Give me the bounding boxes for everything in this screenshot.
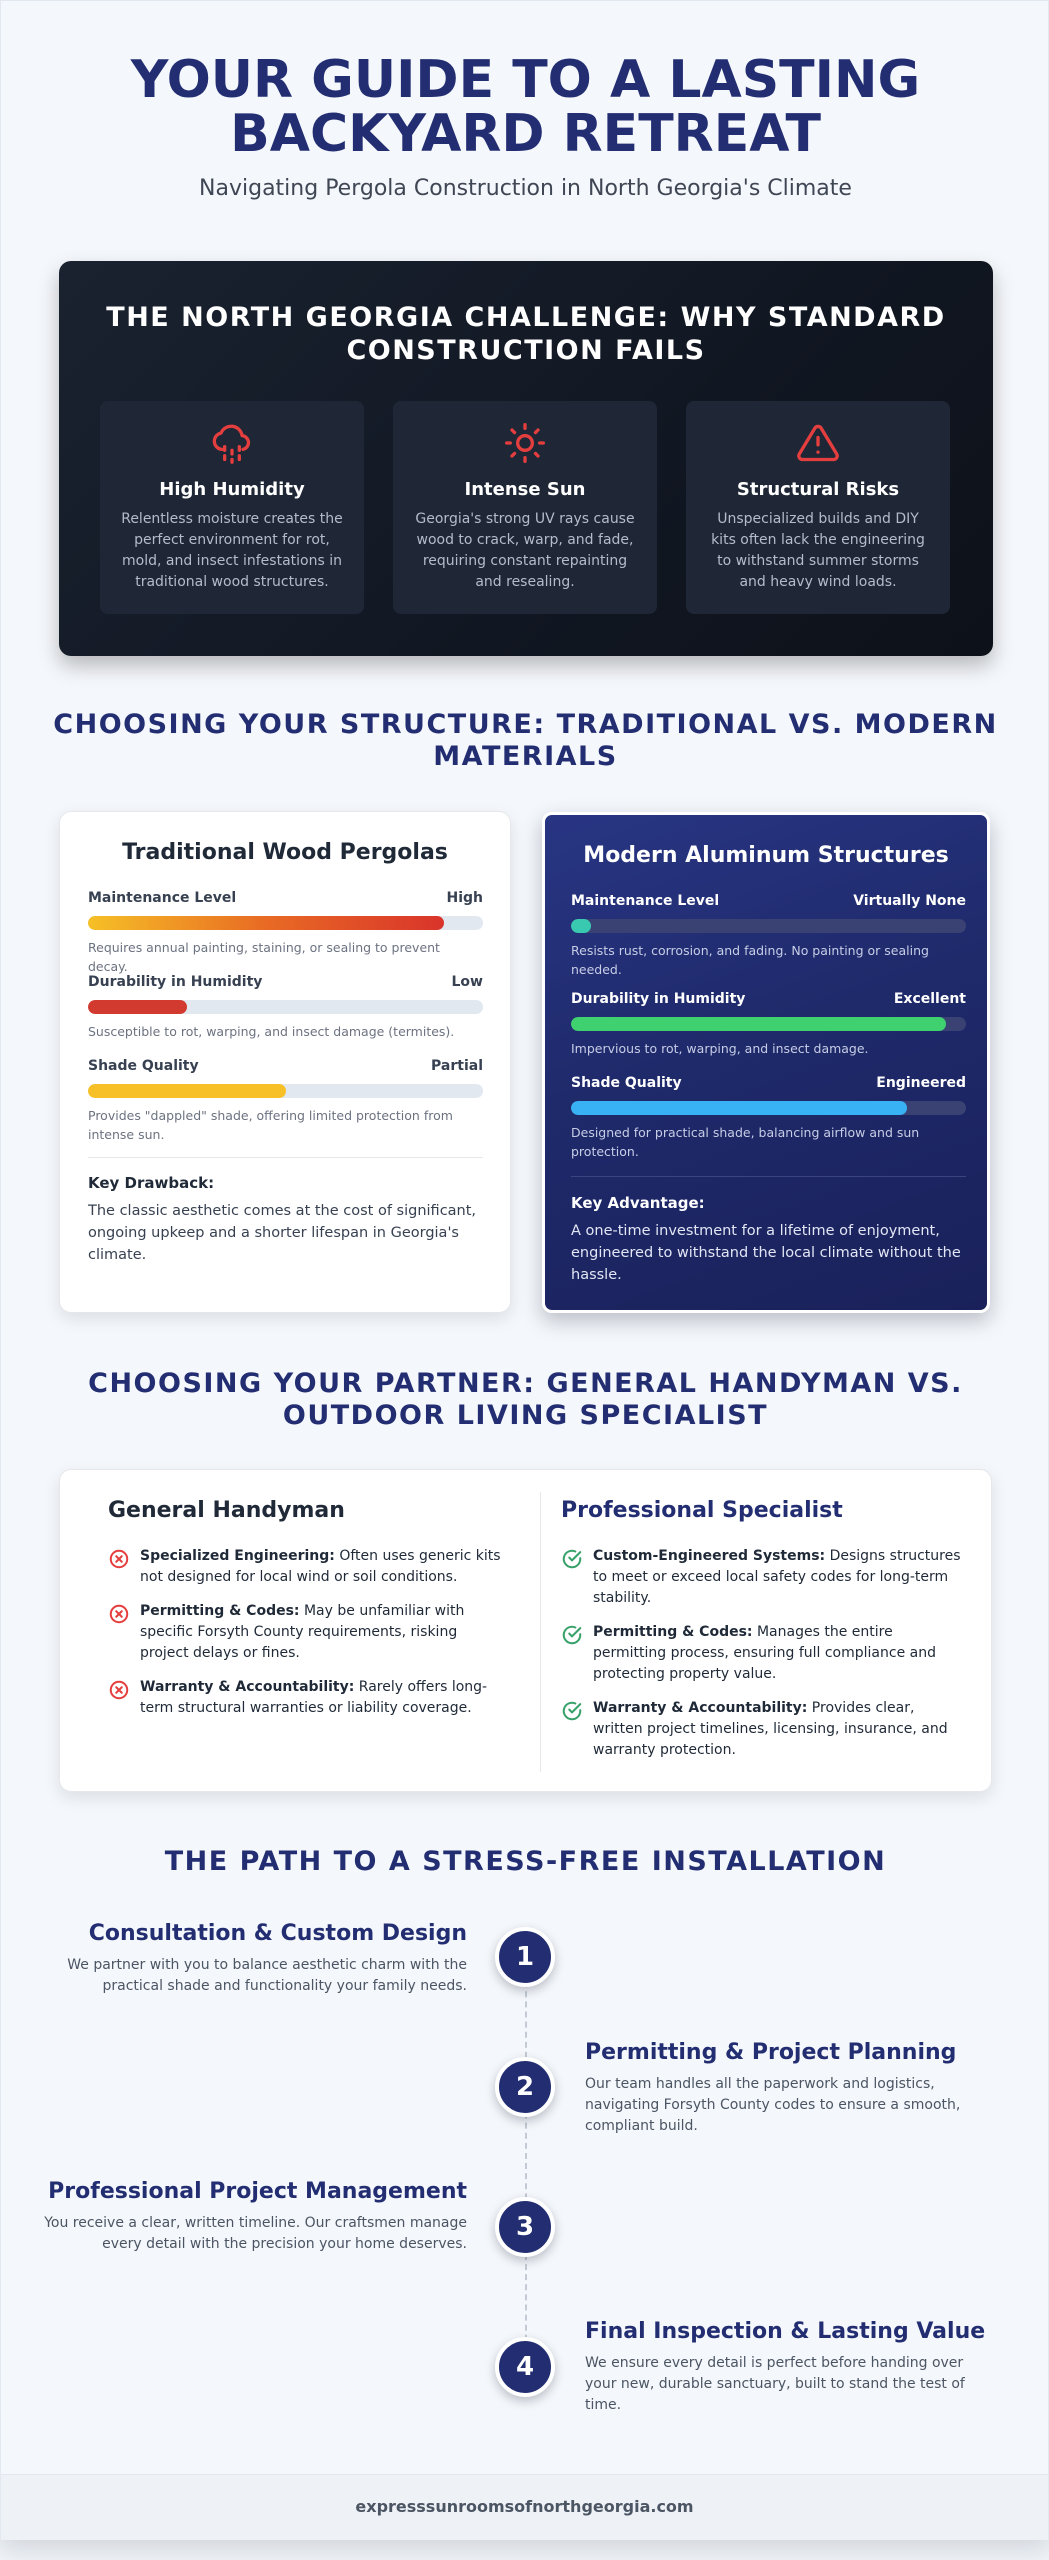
- aluminum-structure-card: [542, 812, 990, 1313]
- metric-bar-fill: [571, 1101, 907, 1115]
- check-circle-icon: [561, 1700, 583, 1722]
- metric-description: Resists rust, corrosion, and fading. No painting or sealing needed.: [571, 943, 929, 977]
- challenge-panel: [59, 261, 993, 656]
- metric-bar-fill: [571, 1017, 946, 1031]
- step-number-1: 1: [495, 1927, 555, 1987]
- card-divider: [571, 1176, 966, 1177]
- metric-value: Virtually None: [853, 893, 966, 909]
- warning-icon: [686, 421, 950, 465]
- challenge-card-title: Structural Risks: [736, 479, 900, 500]
- page-subtitle: Navigating Pergola Construction in North Georgia's Climate: [199, 176, 852, 201]
- step-number-3: 3: [495, 2197, 555, 2257]
- aluminum-metric-shade: [571, 1075, 966, 1161]
- card-divider: [88, 1157, 483, 1158]
- challenge-card-structural: [686, 401, 950, 614]
- item-bold: Warranty & Accountability:: [140, 1679, 355, 1695]
- metric-bar-fill: [571, 919, 591, 933]
- cloud-rain-icon: [100, 421, 364, 465]
- metric-description: Impervious to rot, warping, and insect damage.: [571, 1041, 869, 1056]
- metric-bar: [571, 919, 966, 933]
- partner-heading-line-1: CHOOSING YOUR PARTNER: GENERAL HANDYMAN VS.: [88, 1368, 963, 1399]
- handyman-item-text: [140, 1546, 510, 1588]
- aluminum-metric-maintenance: [571, 893, 966, 979]
- wood-metric-maintenance: [88, 890, 483, 976]
- metric-bar-fill: [88, 1000, 187, 1014]
- step-3-text: You receive a clear, written timeline. Our craftsmen manage every detail with the precision your home deserves.: [44, 2215, 467, 2252]
- metric-bar: [88, 1084, 483, 1098]
- challenge-card-text: Unspecialized builds and DIY kits often lack the engineering to withstand summer storms and heavy wind loads.: [711, 511, 925, 590]
- x-circle-icon: [108, 1603, 130, 1625]
- x-circle-icon: [108, 1548, 130, 1570]
- wood-pergola-card: [59, 811, 511, 1313]
- sun-icon: [393, 421, 657, 465]
- wood-metric-durability: [88, 974, 483, 1041]
- aluminum-card-title: Modern Aluminum Structures: [583, 843, 949, 868]
- key-advantage-label: Key Advantage:: [571, 1194, 705, 1212]
- key-drawback-text: The classic aesthetic comes at the cost of significant, ongoing upkeep and a shorter lifespan in Georgia's climate.: [88, 1203, 477, 1263]
- item-text: Rarely offers long-term structural warranties or liability coverage.: [140, 1679, 488, 1716]
- challenge-title-line-2: CONSTRUCTION FAILS: [346, 335, 706, 366]
- item-text: Often uses generic kits not designed for local wind or soil conditions.: [140, 1548, 501, 1585]
- metric-label: Maintenance Level: [88, 890, 237, 906]
- metric-label: Shade Quality: [571, 1075, 682, 1091]
- footer: [1, 2474, 1048, 2540]
- metric-bar: [88, 1000, 483, 1014]
- step-1-title: Consultation & Custom Design: [88, 1921, 467, 1946]
- wood-metric-shade: [88, 1058, 483, 1144]
- page-title: [1, 50, 1049, 164]
- specialist-item-text: [593, 1622, 963, 1685]
- challenge-card-title: High Humidity: [159, 479, 305, 500]
- specialist-title: Professional Specialist: [561, 1498, 843, 1523]
- handyman-title: General Handyman: [108, 1498, 345, 1523]
- metric-bar: [571, 1017, 966, 1031]
- partner-heading-line-2: OUTDOOR LIVING SPECIALIST: [282, 1400, 769, 1431]
- metric-value: Engineered: [876, 1075, 966, 1091]
- step-1-text: We partner with you to balance aesthetic charm with the practical shade and functionality your family needs.: [67, 1957, 467, 1994]
- metric-description: Susceptible to rot, warping, and insect damage (termites).: [88, 1024, 455, 1039]
- metric-label: Maintenance Level: [571, 893, 720, 909]
- item-bold: Warranty & Accountability:: [593, 1700, 808, 1716]
- structure-heading-line-1: CHOOSING YOUR STRUCTURE: TRADITIONAL VS. MODERN: [53, 709, 998, 740]
- column-divider: [540, 1492, 541, 1772]
- partner-heading: [1, 1368, 1049, 1432]
- path-heading: THE PATH TO A STRESS-FREE INSTALLATION: [164, 1846, 887, 1877]
- metric-label: Durability in Humidity: [571, 991, 746, 1007]
- item-text: Manages the entire permitting process, ensuring full compliance and protecting property value.: [593, 1624, 936, 1682]
- step-4-text: We ensure every detail is perfect before handing over your new, durable sanctuary, built to stand the test of time.: [585, 2355, 965, 2413]
- metric-bar: [88, 916, 483, 930]
- structure-heading: [1, 709, 1049, 773]
- challenge-card-sun: [393, 401, 657, 614]
- item-bold: Custom-Engineered Systems:: [593, 1548, 826, 1564]
- metric-value: Partial: [431, 1058, 483, 1074]
- check-circle-icon: [561, 1548, 583, 1570]
- challenge-card-text: Georgia's strong UV rays cause wood to crack, warp, and fade, requiring constant repainting and resealing.: [415, 511, 635, 590]
- metric-description: Designed for practical shade, balancing airflow and sun protection.: [571, 1125, 920, 1159]
- metric-bar: [571, 1101, 966, 1115]
- key-advantage-text: A one-time investment for a lifetime of enjoyment, engineered to withstand the local climate without the hassle.: [571, 1223, 961, 1283]
- item-text: Designs structures to meet or exceed local safety codes for long-term stability.: [593, 1548, 961, 1606]
- timeline-line: [525, 1961, 527, 2361]
- metric-description: Provides "dappled" shade, offering limited protection from intense sun.: [88, 1108, 453, 1142]
- step-2-title: Permitting & Project Planning: [585, 2040, 957, 2065]
- page-title-line-2: BACKYARD RETREAT: [230, 104, 821, 164]
- step-2-text: Our team handles all the paperwork and logistics, navigating Forsyth County codes to ensure a smooth, compliant build.: [585, 2076, 961, 2134]
- metric-description: Requires annual painting, staining, or sealing to prevent decay.: [88, 940, 440, 974]
- metric-label: Shade Quality: [88, 1058, 199, 1074]
- wood-card-title: Traditional Wood Pergolas: [122, 840, 448, 865]
- challenge-card-text: Relentless moisture creates the perfect environment for rot, mold, and insect infestations in traditional wood structures.: [121, 511, 343, 590]
- item-bold: Specialized Engineering:: [140, 1548, 335, 1564]
- challenge-title-line-1: THE NORTH GEORGIA CHALLENGE: WHY STANDARD: [106, 302, 946, 333]
- step-number-4: 4: [495, 2337, 555, 2397]
- step-4-title: Final Inspection & Lasting Value: [585, 2319, 986, 2344]
- key-drawback-label: Key Drawback:: [88, 1174, 215, 1192]
- metric-bar-fill: [88, 1084, 286, 1098]
- check-circle-icon: [561, 1624, 583, 1646]
- x-circle-icon: [108, 1679, 130, 1701]
- specialist-item-text: [593, 1546, 963, 1609]
- metric-label: Durability in Humidity: [88, 974, 263, 990]
- item-bold: Permitting & Codes:: [593, 1624, 753, 1640]
- challenge-card-humidity: [100, 401, 364, 614]
- handyman-item-text: [140, 1677, 510, 1719]
- challenge-title: [59, 301, 993, 367]
- metric-value: Low: [451, 974, 483, 990]
- specialist-item-text: [593, 1698, 963, 1761]
- structure-heading-line-2: MATERIALS: [433, 741, 618, 772]
- metric-bar-fill: [88, 916, 444, 930]
- step-number-2: 2: [495, 2057, 555, 2117]
- item-text: May be unfamiliar with specific Forsyth County requirements, risking project delays or fines.: [140, 1603, 465, 1661]
- metric-value: Excellent: [893, 991, 966, 1007]
- footer-website: expresssunroomsofnorthgeorgia.com: [355, 2497, 694, 2516]
- item-bold: Permitting & Codes:: [140, 1603, 300, 1619]
- step-3-title: Professional Project Management: [48, 2179, 467, 2204]
- handyman-item-text: [140, 1601, 510, 1664]
- page-title-line-1: YOUR GUIDE TO A LASTING: [130, 50, 921, 110]
- partner-comparison-card: [59, 1469, 992, 1792]
- metric-value: High: [446, 890, 483, 906]
- challenge-card-title: Intense Sun: [464, 479, 586, 500]
- aluminum-metric-durability: [571, 991, 966, 1058]
- item-text: Provides clear, written project timelines, licensing, insurance, and warranty protection.: [593, 1700, 948, 1758]
